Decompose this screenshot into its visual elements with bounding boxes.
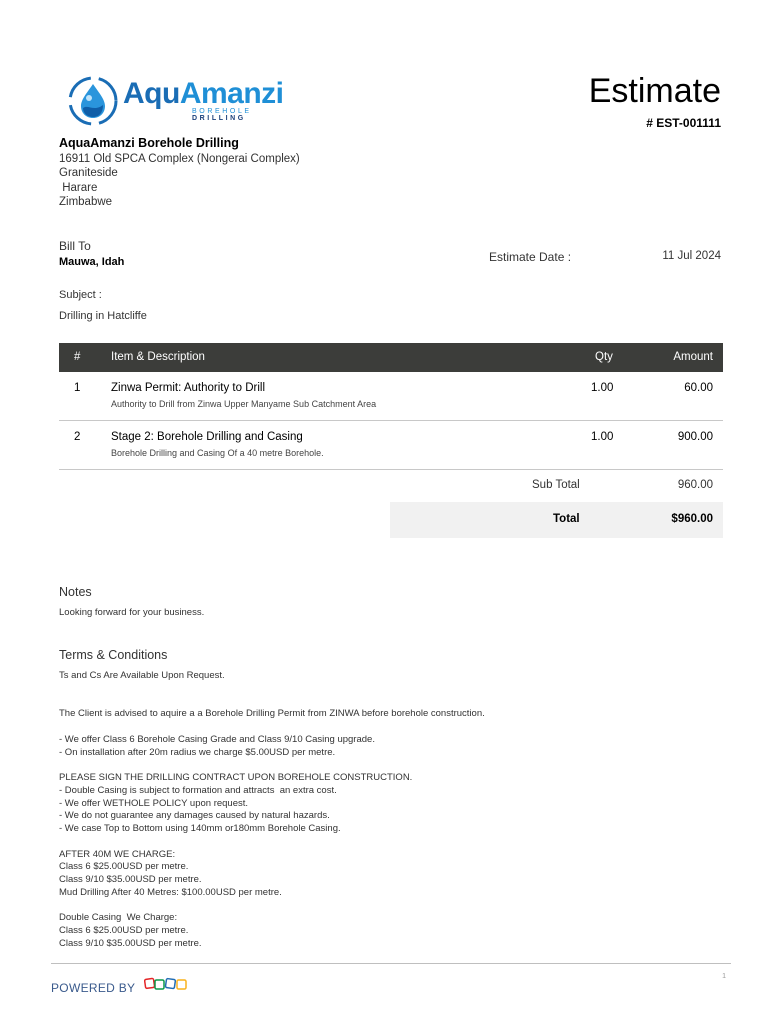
terms-line xyxy=(59,696,485,709)
terms-line: - Double Casing is subject to formation and attracts an extra cost. xyxy=(59,784,337,796)
sub-total-value: 960.00 xyxy=(677,479,713,491)
header-amount: Amount xyxy=(673,351,713,363)
company-name: AquaAmanzi Borehole Drilling xyxy=(59,136,239,150)
row-qty: 1.00 xyxy=(591,382,614,394)
terms-line: The Client is advised to aquire a a Borehole Drilling Permit from ZINWA before borehole construction. xyxy=(59,708,485,720)
row-number: 1 xyxy=(74,382,81,394)
notes-heading: Notes xyxy=(59,585,92,599)
row-qty: 1.00 xyxy=(591,431,614,443)
row-description: Authority to Drill from Zinwa Upper Manyame Sub Catchment Area xyxy=(111,399,377,409)
address-line: Harare xyxy=(59,181,98,194)
header-item: Item & Description xyxy=(111,351,205,363)
header-number: # xyxy=(74,351,81,363)
logo-subtitle: BOREHOLE DRILLING xyxy=(192,108,252,122)
address-line: 16911 Old SPCA Complex (Nongerai Complex) xyxy=(59,152,300,165)
terms-line xyxy=(59,721,485,734)
bill-to-label: Bill To xyxy=(59,239,91,253)
terms-line: Class 6 $25.00USD per metre. xyxy=(59,925,189,936)
bill-to-name: Mauwa, Idah xyxy=(59,256,125,268)
table-row xyxy=(59,372,723,421)
table-row xyxy=(59,421,723,470)
address-line: Graniteside xyxy=(59,167,118,180)
row-number: 2 xyxy=(74,431,81,443)
terms-line: Mud Drilling After 40 Metres: $100.00USD per metre. xyxy=(59,886,282,898)
powered-by-label: POWERED BY xyxy=(51,981,136,995)
address-line: Zimbabwe xyxy=(59,196,113,209)
terms-line: - We case Top to Bottom using 140mm or180mm Borehole Casing. xyxy=(59,823,341,834)
row-item: Zinwa Permit: Authority to Drill xyxy=(111,382,266,394)
terms-line: - On installation after 20m radius we charge $5.00USD per metre. xyxy=(59,746,336,758)
terms-line xyxy=(59,759,485,772)
document-title: Estimate xyxy=(588,72,721,110)
terms-line: AFTER 40M WE CHARGE: xyxy=(59,848,176,860)
total-row xyxy=(390,502,723,538)
terms-line xyxy=(59,900,485,913)
row-amount: 60.00 xyxy=(684,382,713,394)
terms-line xyxy=(59,683,485,696)
company-address xyxy=(59,136,300,210)
total-label: Total xyxy=(553,513,580,525)
row-description: Borehole Drilling and Casing Of a 40 metre Borehole. xyxy=(111,448,324,458)
terms-line xyxy=(59,836,485,849)
header-qty: Qty xyxy=(595,351,613,363)
estimate-date-value: 11 Jul 2024 xyxy=(662,250,721,262)
terms-text xyxy=(59,670,485,951)
footer-divider xyxy=(51,963,731,964)
company-logo xyxy=(66,72,296,130)
water-drop-logo-icon xyxy=(66,74,120,128)
terms-line: - We offer Class 6 Borehole Casing Grade and Class 9/10 Casing upgrade. xyxy=(59,733,375,745)
sub-total-row xyxy=(390,476,723,498)
zoho-logo-icon xyxy=(144,977,188,991)
terms-line: Double Casing We Charge: xyxy=(59,912,178,924)
page-number: 1 xyxy=(722,973,726,980)
terms-line: Class 9/10 $35.00USD per metre. xyxy=(59,937,202,949)
terms-line: Class 6 $25.00USD per metre. xyxy=(59,861,189,873)
items-table-header xyxy=(59,343,723,372)
terms-line: PLEASE SIGN THE DRILLING CONTRACT UPON BOREHOLE CONSTRUCTION. xyxy=(59,772,413,783)
terms-heading: Terms & Conditions xyxy=(59,648,168,662)
subject-label: Subject : xyxy=(59,289,102,301)
estimate-number: # EST-001111 xyxy=(646,116,721,130)
total-value: $960.00 xyxy=(671,513,713,525)
sub-total-label: Sub Total xyxy=(532,479,580,491)
row-amount: 900.00 xyxy=(677,431,713,443)
terms-line: Ts and Cs Are Available Upon Request. xyxy=(59,670,225,681)
notes-text: Looking forward for your business. xyxy=(59,607,205,618)
estimate-date-label: Estimate Date : xyxy=(489,250,572,264)
row-item: Stage 2: Borehole Drilling and Casing xyxy=(111,431,303,443)
terms-line: Class 9/10 $35.00USD per metre. xyxy=(59,874,202,885)
logo-wordmark: AquAmanzi xyxy=(123,77,284,110)
terms-line: - We offer WETHOLE POLICY upon request. xyxy=(59,797,249,809)
subject-value: Drilling in Hatcliffe xyxy=(59,310,147,322)
terms-line: - We do not guarantee any damages caused by natural hazards. xyxy=(59,810,330,822)
